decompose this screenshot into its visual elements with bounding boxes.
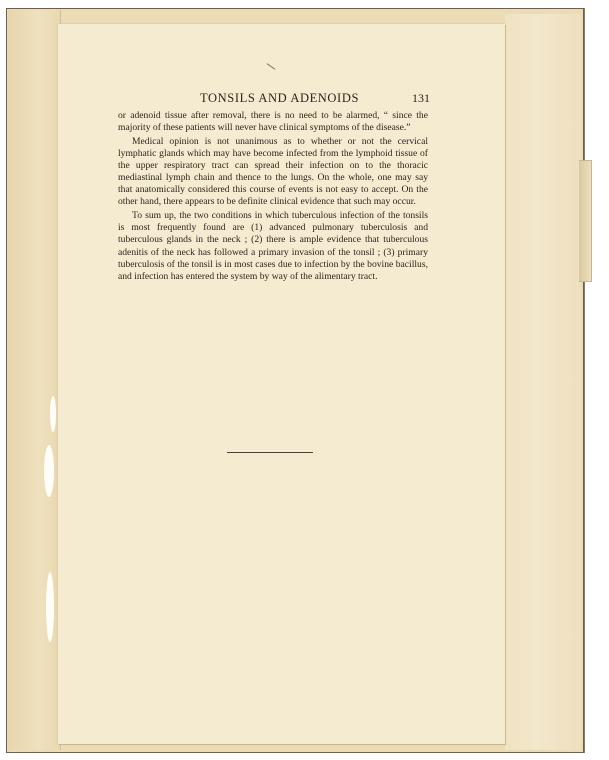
- header-title: TONSILS AND ADENOIDS: [200, 91, 360, 105]
- running-header: [118, 91, 430, 107]
- paragraph: To sum up, the two conditions in which tuberculous infection of the tonsils is most frequently found are (1) advanced pulmonary tuberculosis and tuberculous glands in the neck ; (2) there is ample evidence that tuberculous adenitis of the neck has followed a primary invasion of the tonsil ; (3) primary tuberculosis of the tonsil is in most cases due to infection by the bovine bacillus, and infection has entered the system by way of the alimentary tract.: [118, 210, 428, 282]
- back-sheet-margin: [505, 14, 581, 750]
- tear-mark: [50, 396, 56, 432]
- page-number: 131: [412, 91, 430, 105]
- sheet-edge: [584, 8, 585, 753]
- section-divider: [227, 452, 313, 453]
- paragraph: or adenoid tissue after removal, there is no need to be alarmed, “ since the majority of these patients will never have clinical symptoms of the disease.”: [118, 110, 428, 134]
- tear-mark: [44, 445, 54, 497]
- body-text: [118, 110, 428, 285]
- left-binding-strip: [8, 10, 61, 750]
- paragraph: Medical opinion is not unanimous as to whether or not the cervical lymphatic glands which may have become infected from the lymphoid tissue of the upper respiratory tract can spread their infection on to the thoracic mediastinal lymph chain and thence to the lungs. On the whole, one may say that anatomically considered this course of events is not easy to accept. On the other hand, there appears to be definite clinical evidence that such may occur.: [118, 136, 428, 208]
- tear-mark: [46, 572, 54, 642]
- page-tab: [579, 160, 592, 282]
